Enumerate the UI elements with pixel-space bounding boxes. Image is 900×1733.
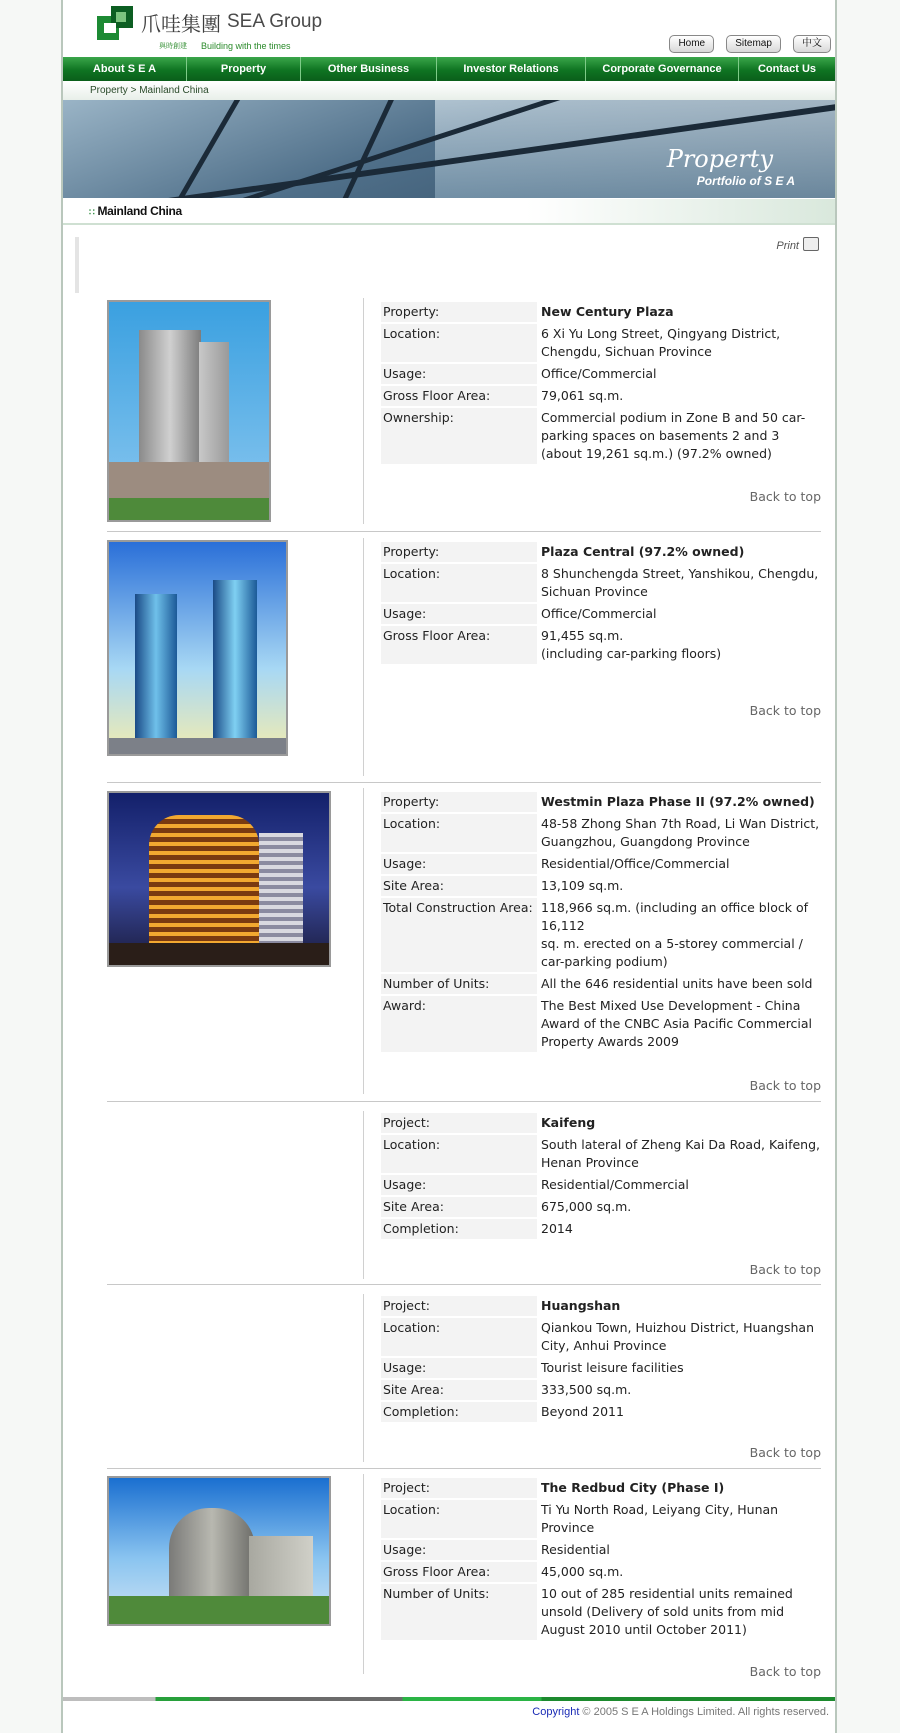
- page: [61, 0, 837, 1733]
- detail-row: [381, 386, 823, 406]
- section-title-text: Mainland China: [97, 204, 182, 218]
- detail-value: Residential: [541, 1542, 610, 1557]
- printer-icon: [803, 237, 819, 251]
- detail-row: [381, 1197, 823, 1217]
- breadcrumb[interactable]: Property > Mainland China: [90, 85, 209, 96]
- nav-about[interactable]: About S E A: [63, 57, 187, 81]
- banner-beam: [171, 100, 240, 198]
- detail-value: Ti Yu North Road, Leiyang City, Hunan Province: [541, 1502, 779, 1535]
- detail-value: 333,500 sq.m.: [541, 1382, 632, 1397]
- detail-label: Number of Units:: [381, 974, 537, 994]
- column-divider: [363, 1474, 364, 1674]
- detail-label: Completion:: [381, 1402, 537, 1422]
- detail-row: [381, 408, 823, 464]
- detail-row: [381, 792, 823, 812]
- nav-other-business[interactable]: Other Business: [301, 57, 437, 81]
- detail-value: New Century Plaza: [541, 304, 674, 319]
- detail-row: [381, 1219, 823, 1239]
- detail-row: [381, 898, 823, 972]
- back-to-top-link[interactable]: Back to top: [749, 1262, 821, 1277]
- detail-value: The Best Mixed Use Development - China Award of the CNBC Asia Pacific Commercial Property Awards 2009: [541, 998, 813, 1049]
- copyright-text: © 2005 S E A Holdings Limited. All rights reserved.: [579, 1706, 829, 1718]
- detail-row: [381, 1113, 823, 1133]
- detail-value: Plaza Central (97.2% owned): [541, 544, 745, 559]
- nav-investor-relations[interactable]: Investor Relations: [437, 57, 586, 81]
- banner-title: Property: [666, 145, 773, 173]
- detail-value: Office/Commercial: [541, 606, 657, 621]
- detail-value: Beyond 2011: [541, 1404, 624, 1419]
- logo[interactable]: [97, 2, 327, 54]
- detail-row: [381, 1478, 823, 1498]
- detail-label: Site Area:: [381, 876, 537, 896]
- detail-row: [381, 1318, 823, 1356]
- logo-mark-icon: [97, 4, 135, 44]
- detail-label: Usage:: [381, 604, 537, 624]
- detail-label: Usage:: [381, 854, 537, 874]
- copyright: [532, 1706, 829, 1718]
- detail-value: Kaifeng: [541, 1115, 596, 1130]
- detail-value: Residential/Commercial: [541, 1177, 689, 1192]
- property-entry: [107, 1474, 821, 1684]
- detail-value: Commercial podium in Zone B and 50 car-parking spaces on basements 2 and 3 (about 19,261 sq.m.) (97.2% owned): [541, 410, 806, 461]
- detail-row: [381, 1296, 823, 1316]
- detail-value: 8 Shunchengda Street, Yanshikou, Chengdu, Sichuan Province: [541, 566, 819, 599]
- detail-row: [381, 876, 823, 896]
- section-title: [89, 204, 182, 218]
- property-details: [381, 790, 823, 1054]
- detail-value: Huangshan: [541, 1298, 621, 1313]
- project-details: [381, 1476, 823, 1642]
- detail-row: [381, 1135, 823, 1173]
- detail-value: 13,109 sq.m.: [541, 878, 624, 893]
- detail-row: [381, 302, 823, 322]
- detail-label: Award:: [381, 996, 537, 1052]
- main-nav: [63, 57, 835, 81]
- detail-label: Total Construction Area:: [381, 898, 537, 972]
- detail-label: Location:: [381, 564, 537, 602]
- column-divider: [363, 1294, 364, 1462]
- detail-value: Tourist leisure facilities: [541, 1360, 684, 1375]
- detail-row: [381, 626, 823, 664]
- detail-row: [381, 1500, 823, 1538]
- detail-value: 48-58 Zhong Shan 7th Road, Li Wan District, Guangzhou, Guangdong Province: [541, 816, 820, 849]
- detail-label: Location:: [381, 1500, 537, 1538]
- logo-tagline-chinese: 與時創建: [159, 42, 187, 50]
- detail-row: [381, 854, 823, 874]
- detail-row: [381, 324, 823, 362]
- breadcrumb-bar: [63, 81, 835, 100]
- detail-row: [381, 1380, 823, 1400]
- detail-label: Property:: [381, 792, 537, 812]
- detail-label: Location:: [381, 1135, 537, 1173]
- column-divider: [363, 788, 364, 1094]
- property-entry: [107, 1294, 821, 1469]
- detail-value: 6 Xi Yu Long Street, Qingyang District, Chengdu, Sichuan Province: [541, 326, 781, 359]
- banner: [63, 100, 835, 198]
- column-divider: [363, 538, 364, 776]
- detail-value: Qiankou Town, Huizhou District, Huangshan City, Anhui Province: [541, 1320, 815, 1353]
- detail-row: [381, 974, 823, 994]
- detail-value: 675,000 sq.m.: [541, 1199, 632, 1214]
- detail-label: Site Area:: [381, 1380, 537, 1400]
- detail-label: Usage:: [381, 1175, 537, 1195]
- column-divider: [363, 1111, 364, 1279]
- property-entry: [107, 788, 821, 1102]
- detail-row: [381, 1358, 823, 1378]
- left-accent-bar: [75, 237, 79, 293]
- section-header: [63, 199, 835, 225]
- property-photo: [107, 1476, 331, 1626]
- chinese-language-button[interactable]: 中文: [793, 35, 831, 53]
- project-details: [381, 1294, 823, 1424]
- property-photo: [107, 791, 331, 967]
- banner-subtitle: Portfolio of S E A: [696, 174, 795, 188]
- detail-label: Project:: [381, 1478, 537, 1498]
- property-photo: [107, 540, 288, 756]
- detail-label: Gross Floor Area:: [381, 1562, 537, 1582]
- detail-value: 79,061 sq.m.: [541, 388, 624, 403]
- detail-value: Residential/Office/Commercial: [541, 856, 730, 871]
- detail-value: 91,455 sq.m. (including car-parking floors): [541, 628, 722, 661]
- detail-row: [381, 542, 823, 562]
- detail-row: [381, 604, 823, 624]
- detail-row: [381, 1402, 823, 1422]
- property-photo: [107, 300, 271, 522]
- detail-row: [381, 364, 823, 384]
- detail-label: Usage:: [381, 1540, 537, 1560]
- column-divider: [363, 298, 364, 524]
- back-to-top-link[interactable]: Back to top: [749, 1445, 821, 1460]
- detail-row: [381, 564, 823, 602]
- detail-label: Location:: [381, 1318, 537, 1356]
- detail-label: Location:: [381, 324, 537, 362]
- back-to-top-link[interactable]: Back to top: [749, 1078, 821, 1093]
- detail-value: 10 out of 285 residential units remained unsold (Delivery of sold units from mid August 2010 until October 2011): [541, 1586, 793, 1637]
- detail-value: Office/Commercial: [541, 366, 657, 381]
- nav-contact-us[interactable]: Contact Us: [757, 63, 817, 75]
- detail-label: Gross Floor Area:: [381, 626, 537, 664]
- logo-tagline: Building with the times: [201, 41, 291, 51]
- detail-value: All the 646 residential units have been sold: [541, 976, 813, 991]
- detail-value: 118,966 sq.m. (including an office block of 16,112 sq. m. erected on a 5-storey commercial / car-parking podium): [541, 900, 808, 969]
- nav-property[interactable]: Property: [187, 57, 301, 81]
- logo-english-name: SEA Group: [227, 11, 323, 32]
- back-to-top-link[interactable]: Back to top: [749, 703, 821, 718]
- footer-rule: [63, 1697, 835, 1701]
- back-to-top-link[interactable]: Back to top: [749, 489, 821, 504]
- detail-value: South lateral of Zheng Kai Da Road, Kaifeng, Henan Province: [541, 1137, 820, 1170]
- bullet-dots-icon: ∷: [89, 207, 95, 217]
- detail-value: 2014: [541, 1221, 573, 1236]
- detail-label: Usage:: [381, 1358, 537, 1378]
- detail-value: The Redbud City (Phase I): [541, 1480, 725, 1495]
- detail-label: Project:: [381, 1296, 537, 1316]
- detail-row: [381, 814, 823, 852]
- top-buttons: [662, 31, 831, 51]
- detail-label: Completion:: [381, 1219, 537, 1239]
- detail-label: Usage:: [381, 364, 537, 384]
- detail-value: 45,000 sq.m.: [541, 1564, 624, 1579]
- detail-row: [381, 1584, 823, 1640]
- detail-row: [381, 1175, 823, 1195]
- logo-chinese-name: 爪哇集團: [141, 12, 221, 36]
- project-details: [381, 1111, 823, 1241]
- print-label: Print: [776, 240, 799, 252]
- detail-label: Ownership:: [381, 408, 537, 464]
- property-entry: [107, 538, 821, 783]
- detail-label: Property:: [381, 302, 537, 322]
- detail-label: Site Area:: [381, 1197, 537, 1217]
- print-link[interactable]: [776, 237, 819, 252]
- back-to-top-link[interactable]: Back to top: [749, 1664, 821, 1679]
- nav-corporate-governance[interactable]: Corporate Governance: [586, 57, 739, 81]
- banner-beam: [336, 100, 395, 198]
- property-details: [381, 300, 823, 466]
- copyright-link[interactable]: Copyright: [532, 1706, 580, 1718]
- detail-label: Gross Floor Area:: [381, 386, 537, 406]
- detail-row: [381, 1540, 823, 1560]
- home-button[interactable]: Home: [669, 35, 714, 53]
- detail-row: [381, 996, 823, 1052]
- property-entry: [107, 1111, 821, 1285]
- detail-label: Project:: [381, 1113, 537, 1133]
- detail-value: Westmin Plaza Phase II (97.2% owned): [541, 794, 815, 809]
- detail-label: Number of Units:: [381, 1584, 537, 1640]
- property-details: [381, 540, 823, 666]
- detail-row: [381, 1562, 823, 1582]
- detail-label: Location:: [381, 814, 537, 852]
- detail-label: Property:: [381, 542, 537, 562]
- property-entry: [107, 298, 821, 532]
- sitemap-button[interactable]: Sitemap: [726, 35, 781, 53]
